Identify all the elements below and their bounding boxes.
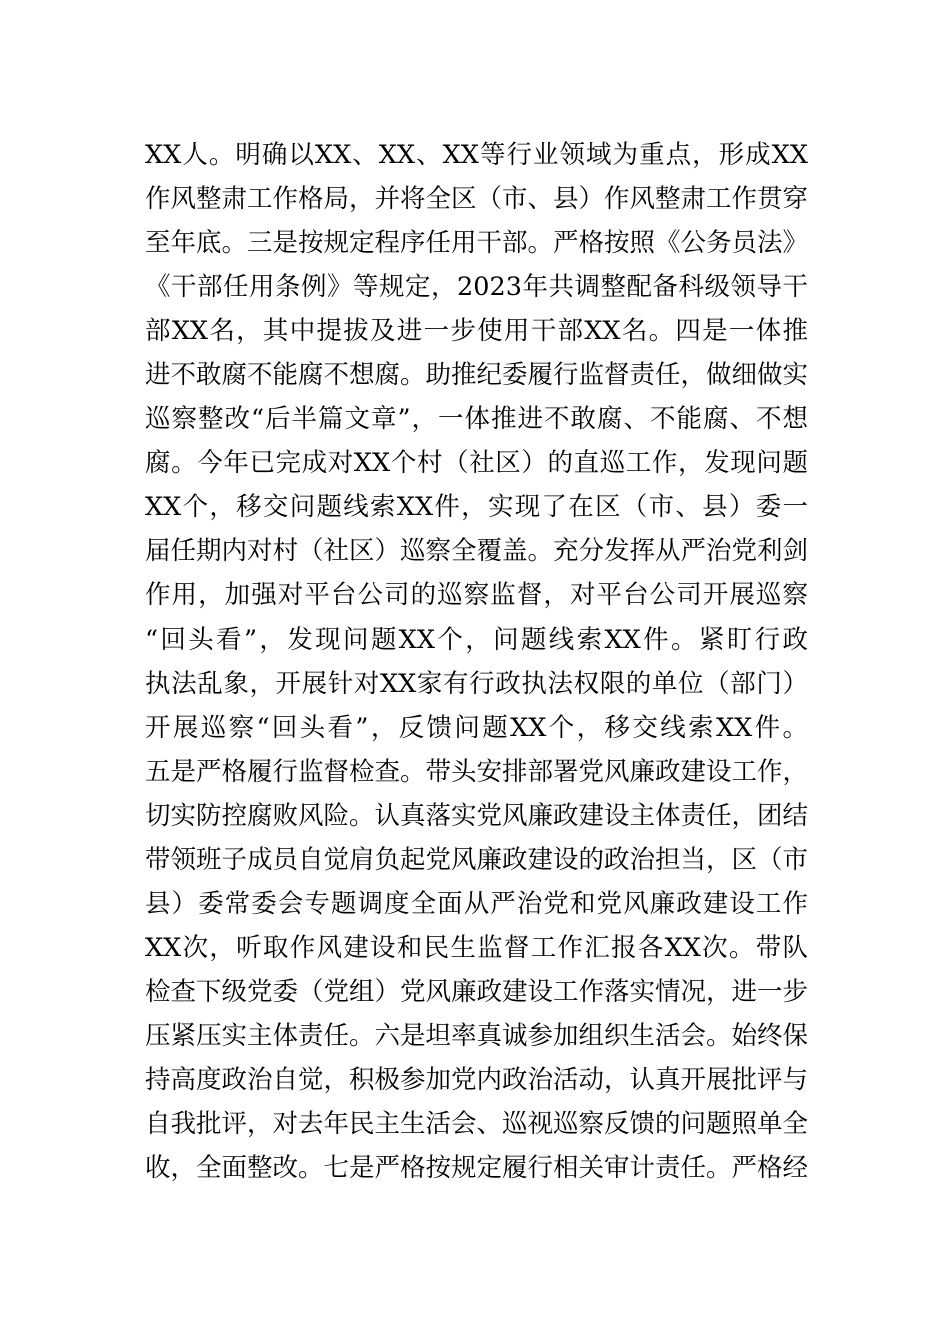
text-line: 作风整肃工作格局，并将全区（市、县）作风整肃工作贯穿 (145, 184, 809, 215)
text-line: 进不敢腐不能腐不想腐。助推纪委履行监督责任，做细做实 (145, 360, 809, 391)
text-line: 五是严格履行监督检查。带头安排部署党风廉政建设工作， (145, 756, 809, 787)
text-line: XX次，听取作风建设和民生监督工作汇报各XX次。带队 (145, 932, 808, 963)
text-line: 作用，加强对平台公司的巡察监督，对平台公司开展巡察 (145, 580, 808, 611)
text-line: 腐。今年已完成对XX个村（社区）的直巡工作，发现问题 (145, 448, 808, 479)
text-line: 检查下级党委（党组）党风廉政建设工作落实情况，进一步 (145, 976, 809, 1007)
text-line: 持高度政治自觉，积极参加党内政治活动，认真开展批评与 (145, 1064, 809, 1095)
text-line: 届任期内对村（社区）巡察全覆盖。充分发挥从严治党利剑 (145, 536, 809, 567)
text-line: 巡察整改“后半篇文章”，一体推进不敢腐、不能腐、不想 (145, 404, 808, 435)
text-line: “回头看”，发现问题XX个，问题线索XX件。紧盯行政 (145, 624, 808, 655)
text-line: 《干部任用条例》等规定，2023年共调整配备科级领导干 (145, 272, 808, 303)
text-line: XX人。明确以XX、XX、XX等行业领域为重点，形成XX (145, 140, 808, 170)
text-line: 至年底。三是按规定程序任用干部。严格按照《公务员法》 (145, 228, 809, 259)
text-line: 县）委常委会专题调度全面从严治党和党风廉政建设工作 (145, 888, 808, 919)
text-line: 切实防控腐败风险。认真落实党风廉政建设主体责任，团结 (145, 800, 809, 831)
text-line: 自我批评，对去年民主生活会、巡视巡察反馈的问题照单全 (145, 1109, 809, 1140)
text-line: 部XX名，其中提拔及进一步使用干部XX名。四是一体推 (145, 316, 808, 347)
text-line: XX个，移交问题线索XX件，实现了在区（市、县）委一 (145, 492, 808, 523)
text-line: 收，全面整改。七是严格按规定履行相关审计责任。严格经 (145, 1153, 809, 1184)
text-line: 压紧压实主体责任。六是坦率真诚参加组织生活会。始终保 (145, 1020, 809, 1051)
text-line: 执法乱象，开展针对XX家有行政执法权限的单位（部门） (145, 668, 808, 699)
body-text (145, 133, 808, 1190)
text-line: 带领班子成员自觉肩负起党风廉政建设的政治担当，区（市 (145, 844, 809, 875)
text-line: 开展巡察“回头看”，反馈问题XX个，移交线索XX件。 (145, 712, 808, 743)
